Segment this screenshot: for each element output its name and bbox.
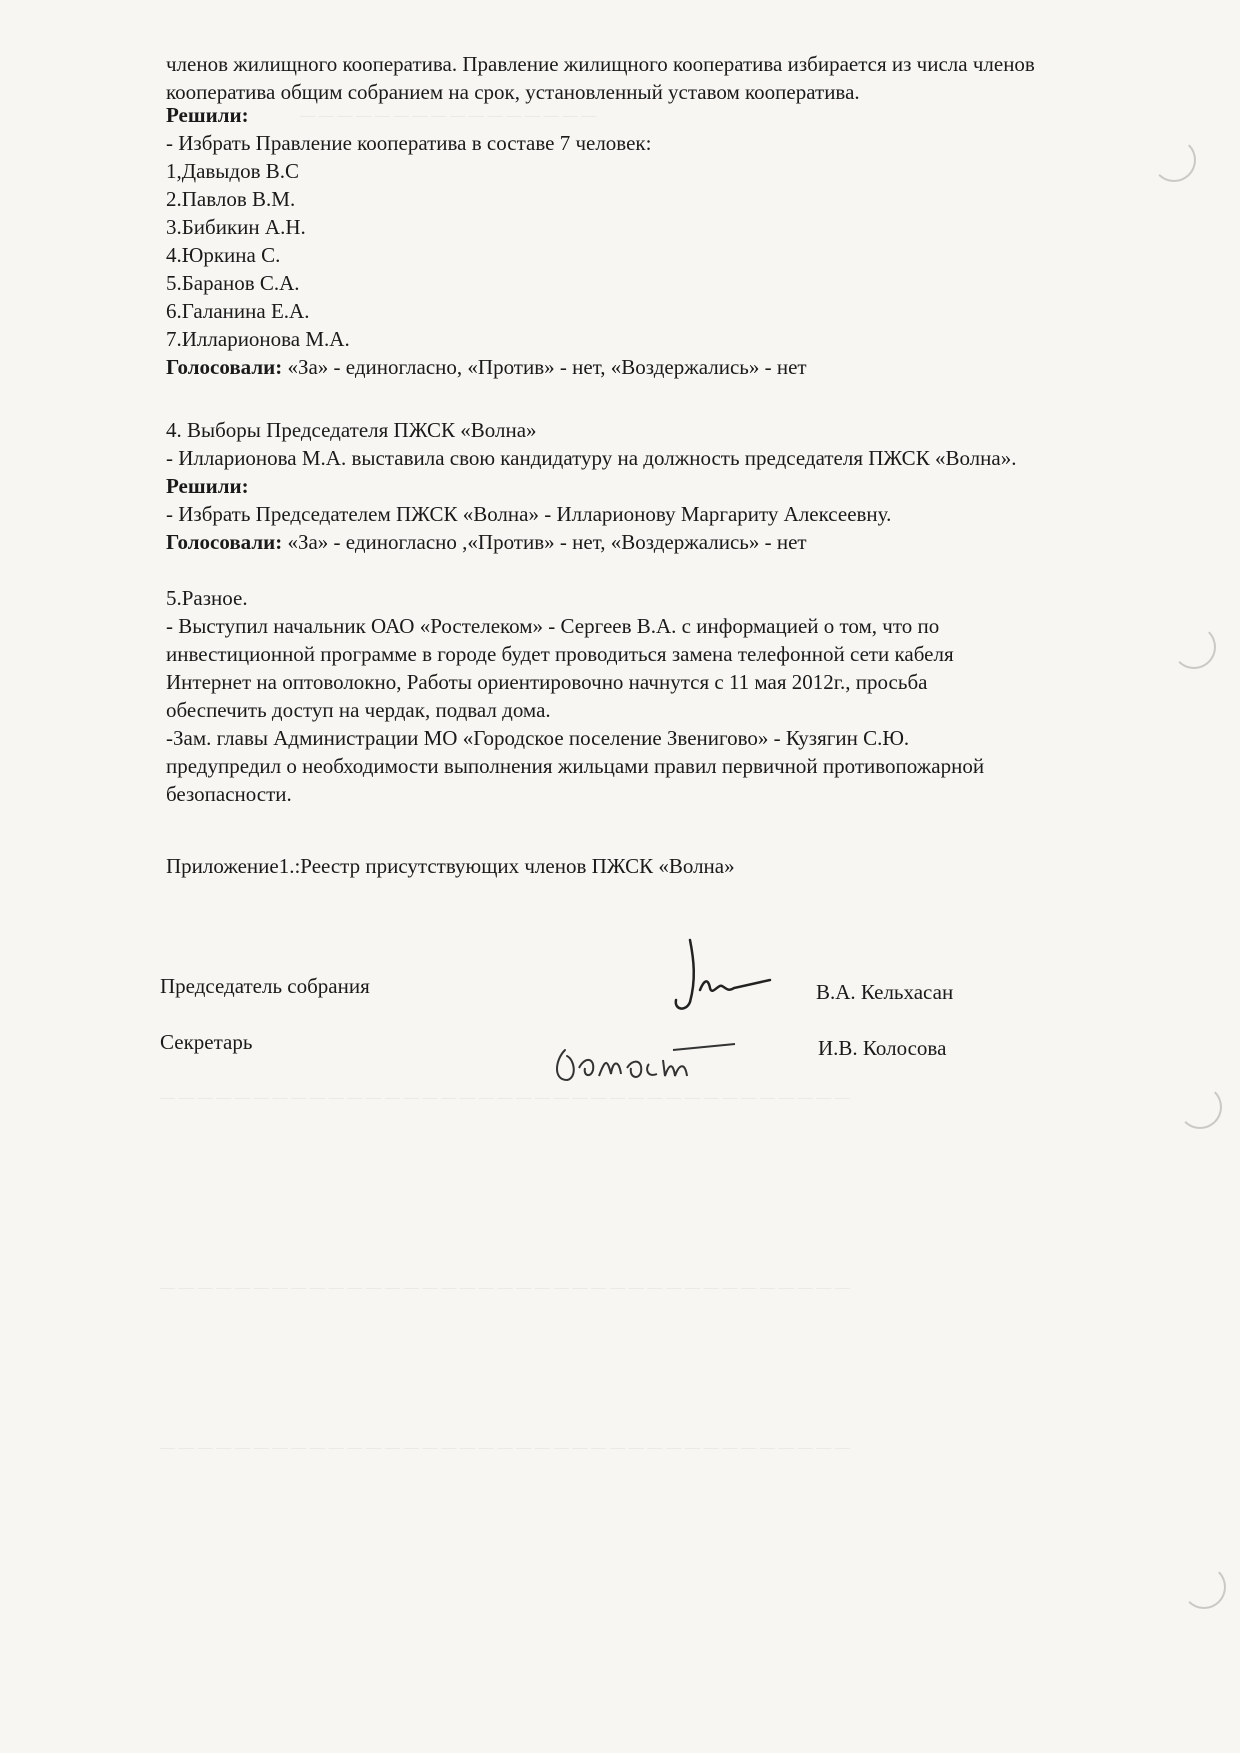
resolved-heading: Решили:: [166, 103, 249, 127]
paragraph-line: безопасности.: [166, 782, 292, 806]
section-5: [166, 584, 1206, 808]
chair-label: Председатель собрания: [160, 974, 370, 998]
candidate-text: - Илларионова М.А. выставила свою кандидатуру на должность председателя ПЖСК «Волна».: [166, 446, 1017, 470]
paragraph-line: инвестиционной программе в городе будет проводиться замена телефонной сети кабеля: [166, 642, 954, 666]
hole-punch-mark: [1178, 1085, 1222, 1129]
member-item: 4.Юркина С.: [166, 243, 281, 267]
section-3: [166, 101, 1206, 381]
bleed-through-text: — — — — — — — — — — — — — — — — — — — — — — — — — — — — — — — — — — — — —: [160, 1280, 850, 1296]
appendix-text: Приложение1.:Реестр присутствующих членов ПЖСК «Волна»: [166, 854, 735, 878]
vote-label: Голосовали:: [166, 530, 283, 554]
intro-paragraph: [166, 50, 1206, 106]
hole-punch-mark: [1182, 1565, 1226, 1609]
bleed-through-text: — — — — — — — — — — — — — — — — — — — — — — — — — — — — — — — — — — — — —: [160, 1090, 850, 1106]
member-item: 1,Давыдов В.С: [166, 159, 300, 183]
paragraph-line: Интернет на оптоволокно, Работы ориентировочно начнутся с 11 мая 2012г., просьба: [166, 670, 928, 694]
paragraph-line: - Выступил начальник ОАО «Ростелеком» - Сергеев В.А. с информацией о том, что по: [166, 614, 940, 638]
chair-signature: [660, 930, 780, 1020]
bleed-through-text: — — — — — — — — — — — — — — — — — — — — — — — — — — — — — — — — — — — — —: [160, 1440, 850, 1456]
member-item: 6.Галанина Е.А.: [166, 299, 310, 323]
vote-label: Голосовали:: [166, 355, 283, 379]
vote-text: «За» - единогласно, «Против» - нет, «Воздержались» - нет: [282, 355, 807, 379]
member-item: 7.Илларионова М.А.: [166, 327, 350, 351]
chair-name: В.А. Кельхасан: [816, 980, 954, 1004]
member-item: 5.Баранов С.А.: [166, 271, 300, 295]
resolution-text: - Избрать Правление кооператива в составе 7 человек:: [166, 131, 652, 155]
resolved-heading: Решили:: [166, 474, 249, 498]
vote-text: «За» - единогласно ,«Против» - нет, «Воздержались» - нет: [282, 530, 807, 554]
section-heading: 4. Выборы Председателя ПЖСК «Волна»: [166, 418, 537, 442]
vote-line: [166, 353, 1206, 381]
section-heading: 5.Разное.: [166, 586, 248, 610]
member-item: 3.Бибикин А.Н.: [166, 215, 306, 239]
paragraph-line: предупредил о необходимости выполнения жильцами правил первичной противопожарной: [166, 754, 985, 778]
paragraph-line: -Зам. главы Администрации МО «Городское поселение Звенигово» - Кузягин С.Ю.: [166, 726, 910, 750]
secretary-name: И.В. Колосова: [818, 1036, 947, 1060]
bleed-through-text: — — — — — — — — — — — — — — — —: [300, 108, 597, 124]
paragraph-line: обеспечить доступ на чердак, подвал дома.: [166, 698, 551, 722]
secretary-signature: [545, 1020, 745, 1090]
secretary-label: Секретарь: [160, 1030, 253, 1054]
appendix-line: [166, 852, 1206, 880]
section-4: [166, 416, 1206, 556]
vote-line: [166, 528, 1206, 556]
member-item: 2.Павлов В.М.: [166, 187, 296, 211]
intro-line-1: членов жилищного кооператива. Правление жилищного кооператива избирается из числа членов: [166, 52, 1035, 76]
resolution-text: - Избрать Председателем ПЖСК «Волна» - Илларионову Маргариту Алексеевну.: [166, 502, 892, 526]
intro-line-2: кооператива общим собранием на срок, установленный уставом кооператива.: [166, 80, 860, 104]
